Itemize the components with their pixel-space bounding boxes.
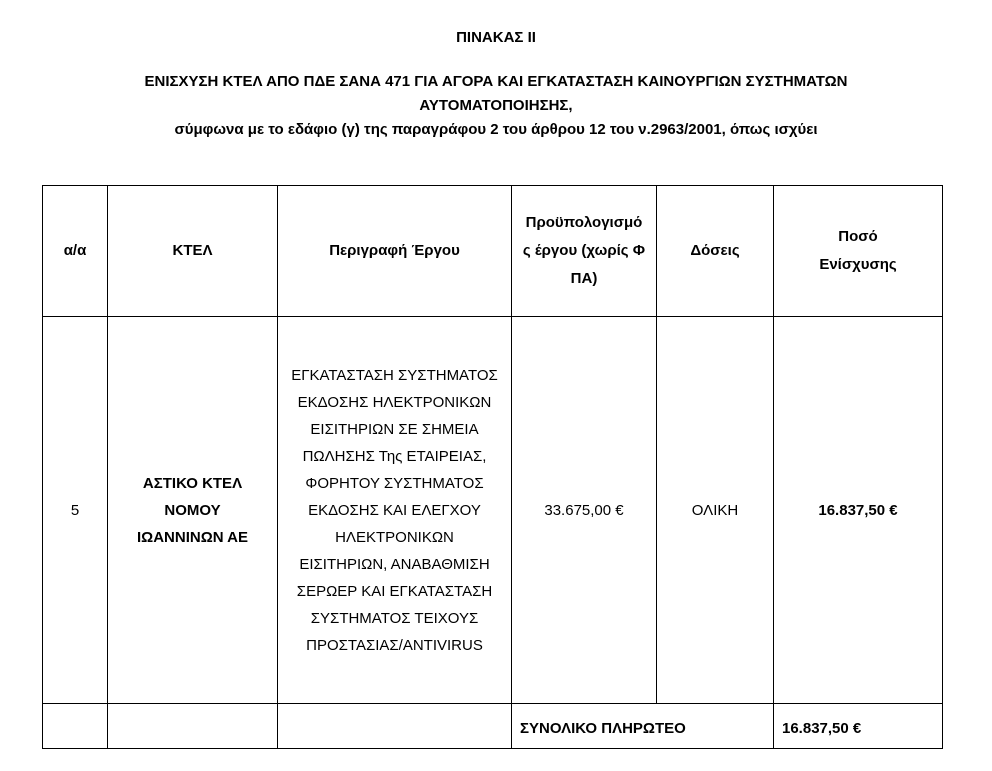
document-heading: ΠΙΝΑΚΑΣ ΙΙ [456,29,536,46]
document-subtitle-line-2: ΑΥΤΟΜΑΤΟΠΟΙΗΣΗΣ, [419,97,573,114]
total-amount: 16.837,50 € [774,704,943,749]
document-subtitle-line-3: σύμφωνα με το εδάφιο (γ) της παραγράφου 2 του άρθρου 12 του ν.2963/2001, όπως ισχύει [174,121,818,138]
header-description: Περιγραφή Έργου [278,186,512,317]
cell-installments: ΟΛΙΚΗ [657,317,774,704]
document-subtitle-line-1: ΕΝΙΣΧΥΣΗ ΚΤΕΛ ΑΠΟ ΠΔΕ ΣΑΝΑ 471 ΓΙΑ ΑΓΟΡΑ ΚΑΙ ΕΓΚΑΤΑΣΤΑΣΗ ΚΑΙΝΟΥΡΓΙΩΝ ΣΥΣΤΗΜΑΤΩΝ [144,73,848,90]
header-aa: α/α [43,186,108,317]
cell-ktel [108,317,278,704]
total-empty-cell-2 [108,704,278,749]
cell-description: ΕΓΚΑΤΑΣΤΑΣΗ ΣΥΣΤΗΜΑΤΟΣ ΕΚΔΟΣΗΣ ΗΛΕΚΤΡΟΝΙΚΩΝ ΕΙΣΙΤΗΡΙΩΝ ΣΕ ΣΗΜΕΙΑ ΠΩΛΗΣΗΣ Της ΕΤΑΙΡΕΙΑΣ, ΦΟΡΗΤΟΥ ΣΥΣΤΗΜΑΤΟΣ ΕΚΔΟΣΗΣ ΚΑΙ ΕΛΕΓΧΟΥ ΗΛΕΚΤΡΟΝΙΚΩΝ ΕΙΣΙΤΗΡΙΩΝ, ΑΝΑΒΑΘΜΙΣΗ ΣΕΡΩΕΡ ΚΑΙ ΕΓΚΑΤΑΣΤΑΣΗ ΣΥΣΤΗΜΑΤΟΣ ΤΕΙΧΟΥΣ ΠΡΟΣΤΑΣΙΑΣ/ANTIVIRUS [278,317,512,704]
table-header-row [43,186,943,317]
header-installments: Δόσεις [657,186,774,317]
grant-table [42,185,943,749]
header-budget-label: Προϋπολογισμός έργου (χωρίς ΦΠΑ) [522,214,646,287]
header-amount [774,186,943,317]
header-amount-label: Ποσό Ενίσχυσης [819,228,897,273]
table-total-row [43,704,943,749]
table-row [43,317,943,704]
cell-ktel-label: ΑΣΤΙΚΟ ΚΤΕΛ ΝΟΜΟΥ ΙΩΑΝΝΙΝΩΝ ΑΕ [137,474,248,546]
cell-budget: 33.675,00 € [512,317,657,704]
header-budget [512,186,657,317]
total-label: ΣΥΝΟΛΙΚΟ ΠΛΗΡΩΤΕΟ [512,704,774,749]
total-empty-cell-3 [278,704,512,749]
cell-amount: 16.837,50 € [774,317,943,704]
cell-aa: 5 [43,317,108,704]
total-empty-cell-1 [43,704,108,749]
document-title-block [0,28,992,142]
header-ktel: ΚΤΕΛ [108,186,278,317]
